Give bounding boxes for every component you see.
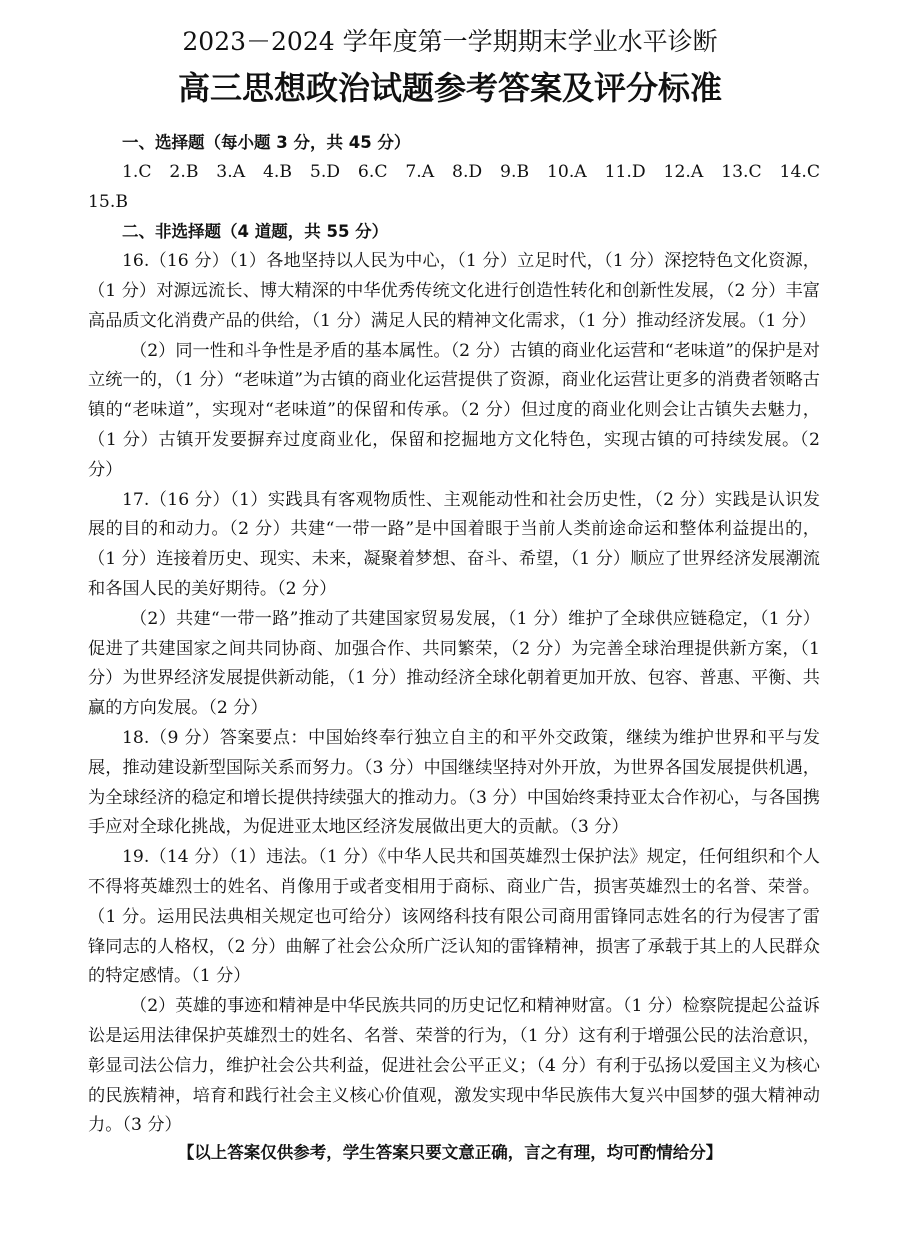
- answer-paragraph-19-1: 19.（14 分）（1）违法。（1 分）《中华人民共和国英雄烈士保护法》规定，任何组织和个人不得将英雄烈士的姓名、肖像用于或者变相用于商标、商业广告，损害英雄烈士的名誉、荣誉。（1 分。运用民法典相关规定也可给分）该网络科技有限公司商用雷锋同志姓名的行为侵害了雷锋同志的人格权，（2 分）曲解了社会公众所广泛认知的雷锋精神，损害了承载于其上的人民群众的特定感情。（1 分）: [88, 847, 820, 987]
- answer-paragraph-17-2: （2）共建“一带一路”推动了共建国家贸易发展，（1 分）维护了全球供应链稳定，（1 分）促进了共建国家之间共同协商、加强合作、共同繁荣，（2 分）为完善全球治理提供新方案，（1 分）为世界经济发展提供新动能，（1 分）推动经济全球化朝着更加开放、包容、普惠、平衡、共赢的方向发展。（2 分）: [88, 608, 820, 719]
- answer-paragraph-19-2: （2）英雄的事迹和精神是中华民族共同的历史记忆和精神财富。（1 分）检察院提起公益诉讼是运用法律保护英雄烈士的姓名、名誉、荣誉的行为，（1 分）这有利于增强公民的法治意识，彰显司法公信力，维护社会公共利益，促进社会公平正义；（4 分）有利于弘扬以爱国主义为核心的民族精神，培育和践行社会主义核心价值观，激发实现中华民族伟大复兴中国梦的强大精神动力。（3 分）: [88, 996, 820, 1136]
- document-title: 高三思想政治试题参考答案及评分标准: [177, 69, 722, 107]
- answer-content: [88, 128, 820, 1141]
- exam-term-title: 2023－2024 学年度第一学期期末学业水平诊断: [182, 27, 718, 56]
- choice-answers-line-end: 15.B: [88, 191, 128, 212]
- choice-answers-line: 1.C 2.B 3.A 4.B 5.D 6.C 7.A 8.D 9.B 10.A 11.D 12.A 13.C 14.C: [122, 161, 820, 182]
- section-heading-nonchoice: 二、非选择题（4 道题，共 55 分）: [122, 222, 389, 242]
- answer-paragraph-18: 18.（9 分）答案要点：中国始终奉行独立自主的和平外交政策，继续为维护世界和平与发展，推动建设新型国际关系而努力。（3 分）中国继续坚持对外开放，为世界各国发展提供机遇，为全球经济的稳定和增长提供持续强大的推动力。（3 分）中国始终秉持亚太合作初心，与各国携手应对全球化挑战，为促进亚太地区经济发展做出更大的贡献。（3 分）: [88, 727, 820, 838]
- answer-paragraph-17-1: 17.（16 分）（1）实践具有客观物质性、主观能动性和社会历史性，（2 分）实践是认识发展的目的和动力。（2 分）共建“一带一路”是中国着眼于当前人类前途命运和整体利益提出的，（1 分）连接着历史、现实、未来，凝聚着梦想、奋斗、希望，（1 分）顺应了世界经济发展潮流和各国人民的美好期待。（2 分）: [88, 489, 820, 599]
- grading-note: 【以上答案仅供参考，学生答案只要文意正确，言之有理，均可酌情给分】: [177, 1143, 723, 1162]
- answer-paragraph-16-2: （2）同一性和斗争性是矛盾的基本属性。（2 分）古镇的商业化运营和“老味道”的保护是对立统一的，（1 分）“老味道”为古镇的商业化运营提供了资源，商业化运营让更多的消费者领略古镇的“老味道”，实现对“老味道”的保留和传承。（2 分）但过度的商业化则会让古镇失去魅力，（1 分）古镇开发要摒弃过度商业化，保留和挖掘地方文化特色，实现古镇的可持续发展。（2 分）: [88, 340, 820, 480]
- section-heading-choice: 一、选择题（每小题 3 分，共 45 分）: [122, 133, 411, 152]
- answer-paragraph-16-1: 16.（16 分）（1）各地坚持以人民为中心，（1 分）立足时代，（1 分）深挖特色文化资源，（1 分）对源远流长、博大精深的中华优秀传统文化进行创造性转化和创新性发展，（2 分）丰富高品质文化消费产品的供给，（1 分）满足人民的精神文化需求，（1 分）推动经济发展。（1 分）: [88, 251, 820, 331]
